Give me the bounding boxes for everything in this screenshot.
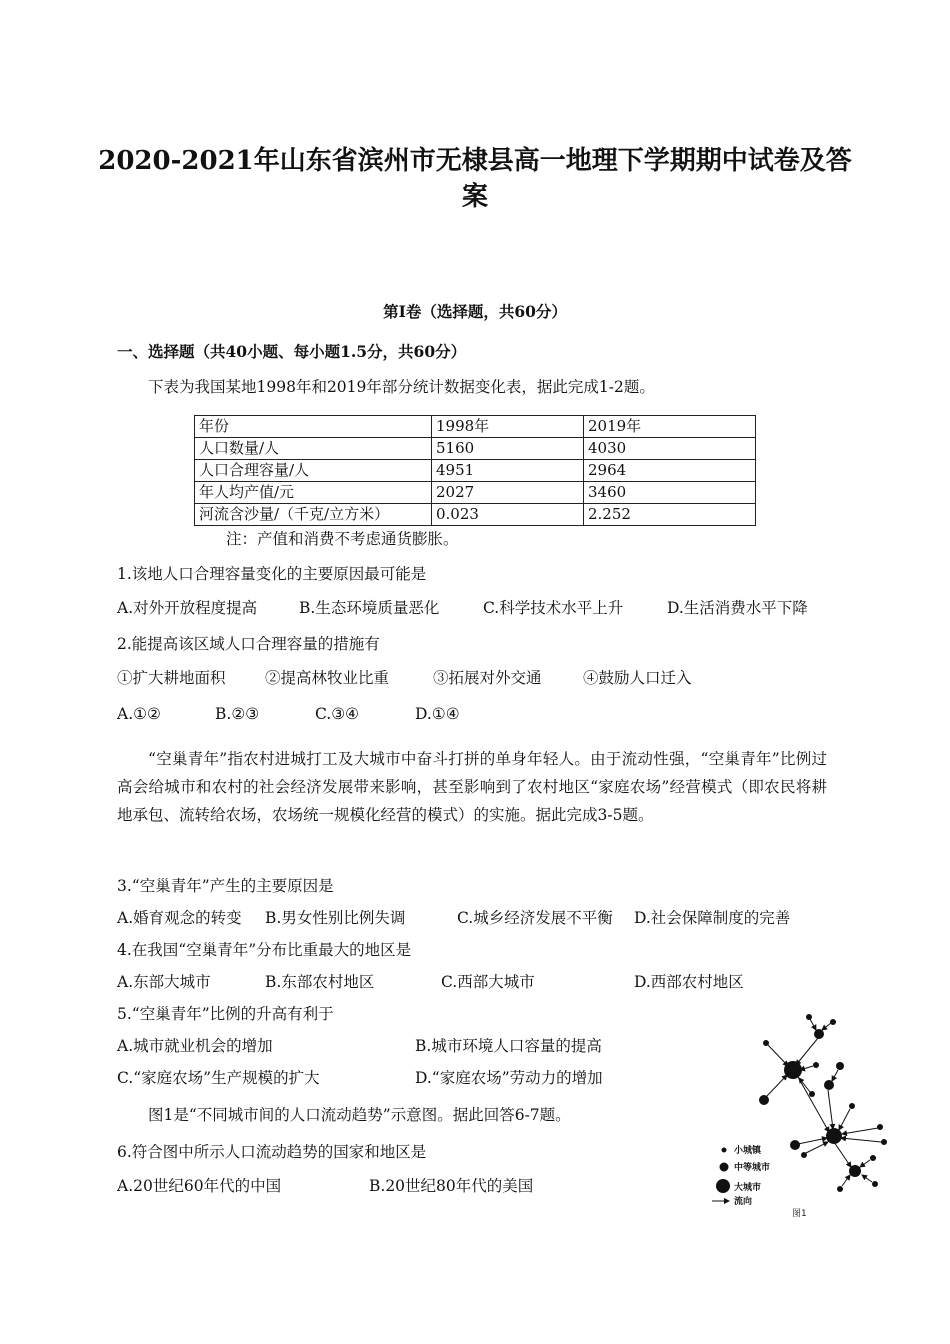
flow-arrows — [766, 1019, 881, 1186]
q6-options — [117, 1175, 533, 1197]
q5-option-a[interactable]: A.城市就业机会的增加 — [117, 1037, 273, 1055]
title-line-2: 案 — [461, 182, 488, 212]
q5-option-d[interactable]: D.“家庭农场”劳动力的增加 — [415, 1069, 603, 1087]
legend-large-city-icon — [716, 1179, 730, 1193]
table-note: 注：产值和消费不考虑通货膨胀。 — [226, 530, 459, 548]
q1-option-d[interactable]: D.生活消费水平下降 — [667, 599, 808, 617]
q3-option-d[interactable]: D.社会保障制度的完善 — [634, 909, 791, 927]
q3-option-b[interactable]: B.男女性别比例失调 — [265, 909, 406, 927]
q2-item-1: ①扩大耕地面积 — [117, 669, 226, 687]
q2-option-d[interactable]: D.①④ — [415, 705, 460, 723]
q1-options — [117, 597, 808, 619]
title-line-1: 2020-2021年山东省滨州市无棣县高一地理下学期期中试卷及答 — [98, 146, 852, 176]
q4-option-c[interactable]: C.西部大城市 — [441, 973, 535, 991]
q2-items — [117, 667, 692, 689]
figure-caption: 图1 — [792, 1209, 807, 1219]
document-title — [90, 143, 860, 215]
figure-legend — [712, 1144, 770, 1207]
table-cell: 2027 — [432, 482, 584, 504]
q2-stem: 2.能提高该区域人口合理容量的措施有 — [117, 635, 380, 653]
q6-option-b[interactable]: B.20世纪80年代的美国 — [369, 1177, 534, 1195]
q3-option-c[interactable]: C.城乡经济发展不平衡 — [457, 909, 613, 927]
table-cell: 年人均产值/元 — [195, 482, 432, 504]
q5-option-b[interactable]: B.城市环境人口容量的提高 — [415, 1037, 602, 1055]
q5-option-c[interactable]: C.“家庭农场”生产规模的扩大 — [117, 1069, 320, 1087]
q1-option-b[interactable]: B.生态环境质量恶化 — [299, 599, 440, 617]
q4-options — [117, 971, 744, 993]
population-flow-diagram — [700, 1005, 900, 1220]
legend-flow: 流向 — [734, 1197, 753, 1207]
table-cell: 2.252 — [584, 504, 756, 526]
intro-3: 图1是“不同城市间的人口流动趋势”示意图。据此回答6-7题。 — [148, 1106, 571, 1124]
q3-stem: 3.“空巢青年”产生的主要原因是 — [117, 877, 334, 895]
q6-option-a[interactable]: A.20世纪60年代的中国 — [117, 1177, 282, 1195]
q4-option-d[interactable]: D.西部农村地区 — [634, 973, 744, 991]
section-title: 第Ⅰ卷（选择题，共60分） — [383, 302, 567, 321]
q2-option-c[interactable]: C.③④ — [315, 705, 360, 723]
city-nodes — [759, 1014, 887, 1192]
legend-medium-city: 中等城市 — [734, 1163, 771, 1173]
table-cell: 4030 — [584, 438, 756, 460]
table-header-cell: 年份 — [195, 416, 432, 438]
table-row — [195, 438, 756, 460]
q2-option-b[interactable]: B.②③ — [215, 705, 260, 723]
q3-options — [117, 907, 790, 929]
table-cell: 3460 — [584, 482, 756, 504]
q5-options-row2 — [117, 1067, 603, 1089]
table-cell: 人口数量/人 — [195, 438, 432, 460]
passage-empty-nest-youth: “空巢青年”指农村进城打工及大城市中奋斗打拼的单身年轻人。由于流动性强，“空巢青年”比例过高会给城市和农村的社会经济发展带来影响，甚至影响到了农村地区“家庭农场”经营模式（即农民将耕地承包、流转给农场，农场统一规模化经营的模式）的实施。据此完成3-5题。 — [117, 750, 827, 824]
q2-options — [117, 703, 460, 725]
table-cell: 人口合理容量/人 — [195, 460, 432, 482]
table-cell: 河流含沙量/（千克/立方米） — [195, 504, 432, 526]
table-header-cell: 1998年 — [432, 416, 584, 438]
legend-medium-city-icon — [720, 1163, 729, 1172]
table-header-row — [195, 416, 756, 438]
q2-option-a[interactable]: A.①② — [117, 705, 161, 723]
q1-option-c[interactable]: C.科学技术水平上升 — [483, 599, 624, 617]
legend-large-city: 大城市 — [734, 1183, 762, 1193]
legend-small-town-icon — [722, 1148, 727, 1153]
table-row — [195, 460, 756, 482]
table-cell: 4951 — [432, 460, 584, 482]
table-cell: 5160 — [432, 438, 584, 460]
q6-stem: 6.符合图中所示人口流动趋势的国家和地区是 — [117, 1143, 427, 1161]
table-row — [195, 482, 756, 504]
q5-options-row1 — [117, 1035, 602, 1057]
statistics-table — [194, 415, 756, 526]
q5-stem: 5.“空巢青年”比例的升高有利于 — [117, 1005, 334, 1023]
q4-stem: 4.在我国“空巢青年”分布比重最大的地区是 — [117, 941, 412, 959]
table-cell: 0.023 — [432, 504, 584, 526]
q1-stem: 1.该地人口合理容量变化的主要原因最可能是 — [117, 565, 427, 583]
q2-item-2: ②提高林牧业比重 — [265, 669, 390, 687]
q3-option-a[interactable]: A.婚育观念的转变 — [117, 909, 242, 927]
q4-option-a[interactable]: A.东部大城市 — [117, 973, 211, 991]
q4-option-b[interactable]: B.东部农村地区 — [265, 973, 375, 991]
q2-item-3: ③拓展对外交通 — [433, 669, 542, 687]
q2-item-4: ④鼓励人口迁入 — [583, 669, 692, 687]
intro-1: 下表为我国某地1998年和2019年部分统计数据变化表，据此完成1-2题。 — [148, 378, 655, 396]
part-heading: 一、选择题（共40小题、每小题1.5分，共60分） — [117, 342, 467, 361]
q1-option-a[interactable]: A.对外开放程度提高 — [117, 599, 258, 617]
table-header-cell: 2019年 — [584, 416, 756, 438]
table-cell: 2964 — [584, 460, 756, 482]
legend-small-town: 小城镇 — [734, 1146, 762, 1156]
table-row — [195, 504, 756, 526]
